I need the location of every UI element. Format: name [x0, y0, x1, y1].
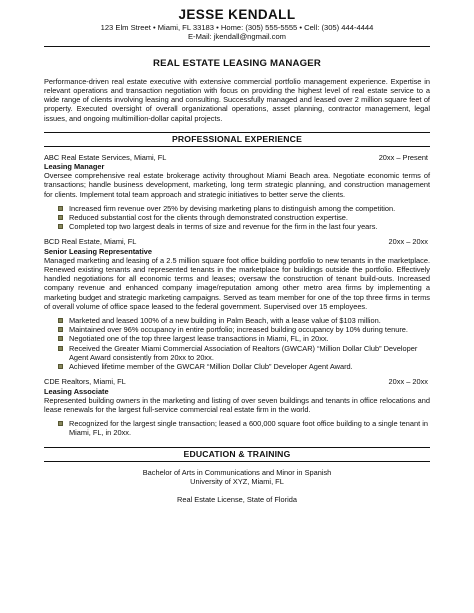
square-bullet-icon	[58, 318, 63, 323]
job-entry	[44, 153, 430, 232]
achievement-item: Recognized for the largest single transaction; leased a 600,000 square foot office building to a single tenant in Miami, FL, in 20xx.	[58, 419, 430, 437]
square-bullet-icon	[58, 224, 63, 229]
job-header	[44, 153, 430, 162]
achievement-list	[44, 204, 430, 232]
job-header	[44, 237, 430, 246]
job-title: Leasing Associate	[44, 386, 109, 396]
experience-heading: PROFESSIONAL EXPERIENCE	[44, 132, 430, 147]
achievement-item: Maintained over 96% occupancy in entire portfolio; increased building occupancy by 10% during tenure.	[58, 325, 430, 334]
square-bullet-icon	[58, 327, 63, 332]
achievement-item: Reduced substantial cost for the clients through demonstrated construction expertise.	[58, 213, 430, 222]
header-divider	[44, 46, 430, 47]
job-dates: 20xx – Present	[378, 152, 428, 162]
job-description: Represented building owners in the marketing and listing of over seven buildings and tenants in office relocations and lease renewals for the largest full-service commercial real estate firm in the world.	[44, 395, 430, 414]
square-bullet-icon	[58, 421, 63, 426]
achievement-item: Marketed and leased 100% of a new building in Palm Beach, with a lease value of $103 million.	[58, 316, 430, 325]
job-company: CDE Realtors, Miami, FL	[44, 377, 126, 387]
achievement-item: Received the Greater Miami Commercial Association of Realtors (GWCAR) “Million Dollar Club” Developer Agent Award consistently from 20xx to 20xx.	[58, 344, 430, 362]
education-block	[44, 468, 430, 505]
achievement-item: Achieved lifetime member of the GWCAR “Million Dollar Club” Developer Agent Award.	[58, 362, 430, 371]
square-bullet-icon	[58, 336, 63, 341]
square-bullet-icon	[58, 206, 63, 211]
degree: Bachelor of Arts in Communications and Minor in Spanish	[142, 467, 332, 477]
achievement-item: Increased firm revenue over 25% by devising marketing plans to distinguish among the competition.	[58, 204, 430, 213]
job-entry	[44, 237, 430, 371]
achievement-list	[44, 419, 430, 437]
job-company: ABC Real Estate Services, Miami, FL	[44, 152, 167, 162]
achievement-list	[44, 316, 430, 371]
contact-email: E-Mail: jkendall@ngmail.com	[187, 32, 287, 42]
job-dates: 20xx – 20xx	[388, 377, 428, 387]
square-bullet-icon	[58, 215, 63, 220]
school: University of XYZ, Miami, FL	[190, 476, 284, 486]
achievement-item: Negotiated one of the top three largest lease transactions in Miami, FL, in 20xx.	[58, 334, 430, 343]
resume-headline: REAL ESTATE LEASING MANAGER	[153, 57, 321, 69]
achievement-item: Completed top two largest deals in terms of size and revenue for the firm in the last four years.	[58, 222, 430, 231]
job-title: Senior Leasing Representative	[44, 246, 153, 256]
job-entry	[44, 377, 430, 437]
job-header	[44, 377, 430, 386]
square-bullet-icon	[58, 346, 63, 351]
license: Real Estate License, State of Florida	[177, 494, 297, 504]
contact-address-phones: 123 Elm Street • Miami, FL 33183 • Home: (305) 555-5555 • Cell: (305) 444-4444	[100, 23, 374, 32]
job-title: Leasing Manager	[44, 162, 105, 172]
job-description: Managed marketing and leasing of a 2.5 million square foot office building portfolio to new tenants in the marketplace. Renewed existing tenants and represented tenants in the marketplace for buildings outside the portfolio. Effectively handled negotiations for all economic terms and leases; oversaw the construction of tenant build-outs. Increased company revenue and enhanced company image/reputation among other metro area firms by implementing a marketing budget and strategic marketing campaigns. Served as team member for one of the top three firms in terms of overall volume of office space leased to the federal government. Supervised over 15 employees.	[44, 255, 430, 311]
job-dates: 20xx – 20xx	[388, 237, 428, 247]
job-company: BCD Real Estate, Miami, FL	[44, 237, 137, 247]
candidate-name: JESSE KENDALL	[178, 7, 296, 22]
job-description: Oversee comprehensive real estate brokerage activity throughout Miami Beach area. Negotiate economic terms of transactions; handle business development, marketing, long term strategic planning, and construction management for clients. Implement total team approach and strategic initiatives to better serve the clients.	[44, 171, 430, 199]
education-heading: EDUCATION & TRAINING	[44, 447, 430, 462]
square-bullet-icon	[58, 364, 63, 369]
summary-paragraph: Performance-driven real estate executive with extensive commercial portfolio management experience. Expertise in relevant operations and transaction negotiation with focus on providing the highest level of real estate service to a wide range of clients involving leasing and consulting. Successfully managed and leased over 2 million square feet of property. Executed oversight of overall organizational operations, asset planning, contractor management, legal issues, and ongoing multimillion-dollar capital projects.	[44, 76, 430, 123]
